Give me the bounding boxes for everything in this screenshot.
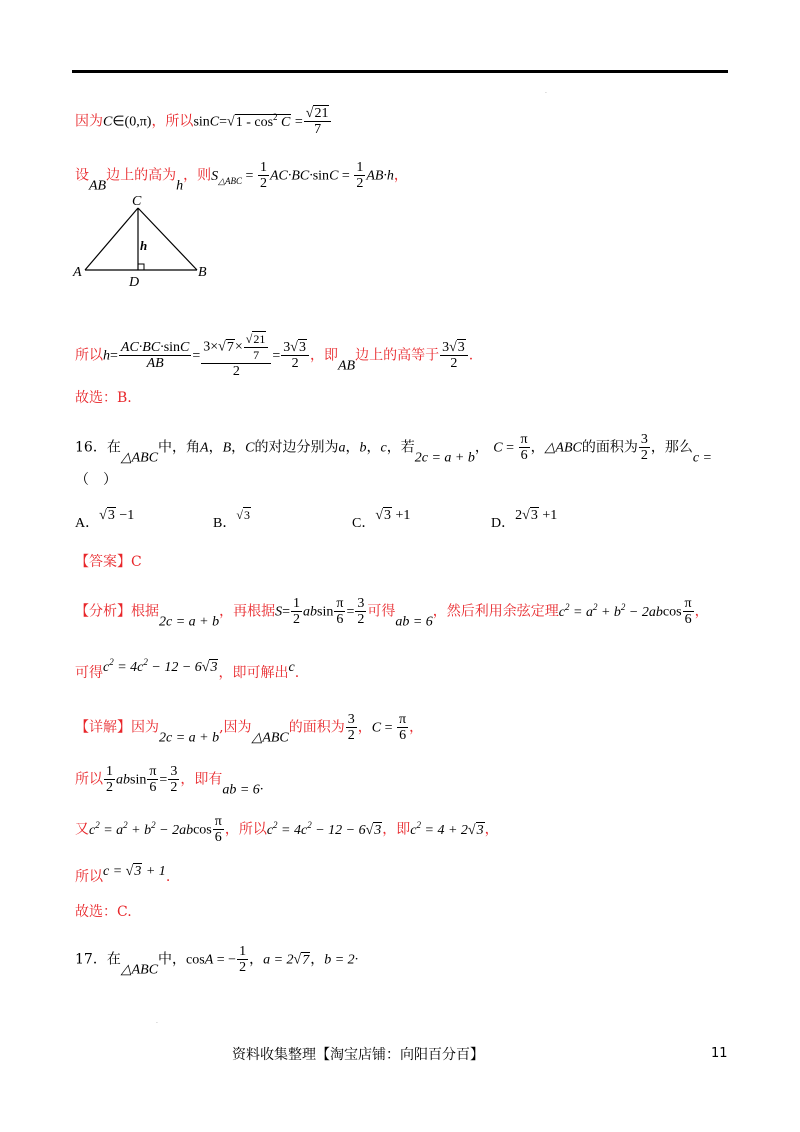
foot-label-d: D bbox=[129, 275, 140, 290]
select-b: 故选：B. bbox=[75, 390, 132, 406]
page-number: 11 bbox=[711, 1046, 728, 1061]
vertex-label-b: B bbox=[198, 265, 207, 280]
option-c[interactable]: C．√3 +1 bbox=[352, 508, 411, 531]
question-17: 17．在△ABC中，cosA = − $\frac{1}{2}$ ，a = 2√7，b = 2· bbox=[75, 944, 359, 978]
line-sinC: 因为C∈(0,π)，所以$\sin C=√1 - \cos^2 C$ = $\frac{√21}{7}$ bbox=[75, 106, 332, 137]
detail-line-3: 又$c^2 = a^2 + b^2 - 2abcos$ $\frac{\pi}{6}$ ，所以$c^2 = 4c^2 - 12 - 6√3$，即$c^2 = 4 + 2√3$， bbox=[75, 814, 499, 845]
speck: . bbox=[545, 88, 547, 95]
option-b[interactable]: B．√3 bbox=[213, 508, 250, 531]
footer-text: 资料收集整理【淘宝店铺：向阳百分百】 bbox=[232, 1047, 484, 1063]
line-height-result: 所以h= $\frac{AC\cdot BC\cdot\sin C}{AB}$ = 3×√7× $\frac{√21}{7}$ 2 = $\frac{3√3}{2}$ ，即AB边上的高等于 $\frac{3√3}{2}$ . bbox=[75, 332, 474, 379]
vertex-label-a: A bbox=[73, 265, 82, 280]
line-height-def: 设AB边上的高为h，则$S_{\triangle ABC}$ = $\frac{1}{2}$ AC·BC·sinC = $\frac{1}{2}$ AB·h， bbox=[75, 160, 408, 194]
analysis-line-1: 【分析】根据2c = a + b，再根据S= $\frac{1}{2}$ absin $\frac{\pi}{6}$ = $\frac{3}{2}$ 可得ab = 6，然后利用余弦定理$c^2 = a^2 + b^2 - 2abcos$ $\frac{\pi}{6}$ ， bbox=[75, 596, 709, 630]
triangle-figure bbox=[70, 192, 220, 292]
height-label-h: h bbox=[140, 238, 148, 253]
detail-line-1: 【详解】因为2c = a + b,因为△ABC的面积为 $\frac{3}{2}$ ，C = $\frac{\pi}{6}$ ， bbox=[75, 712, 424, 746]
option-a[interactable]: A．√3 −1 bbox=[75, 508, 135, 531]
answer-tag: 【答案】C bbox=[75, 554, 142, 570]
analysis-line-2: 可得$c^2 = 4c^2 - 12 - 6√3$，即可解出c. bbox=[75, 657, 300, 681]
question-16: 16．在△ABC中，角A，B，C的对边分别为a，b，c，若2c = a + b， C = $\frac{\pi}{6}$ ，△ABC的面积为 $\frac{3}{2}$ ，那么c = bbox=[75, 432, 713, 466]
detail-line-2: 所以 $\frac{1}{2}$ absin $\frac{\pi}{6}$ = $\frac{3}{2}$ ，即有ab = 6· bbox=[75, 764, 264, 798]
option-d[interactable]: D．2√3 +1 bbox=[491, 508, 558, 531]
detail-line-4: 所以c = √3 + 1. bbox=[75, 864, 171, 885]
answer-paren: （ ） bbox=[75, 472, 117, 488]
vertex-label-c: C bbox=[132, 194, 142, 209]
header-rule bbox=[72, 70, 728, 73]
select-c: 故选：C. bbox=[75, 904, 132, 920]
speck-2: . bbox=[156, 1018, 158, 1025]
